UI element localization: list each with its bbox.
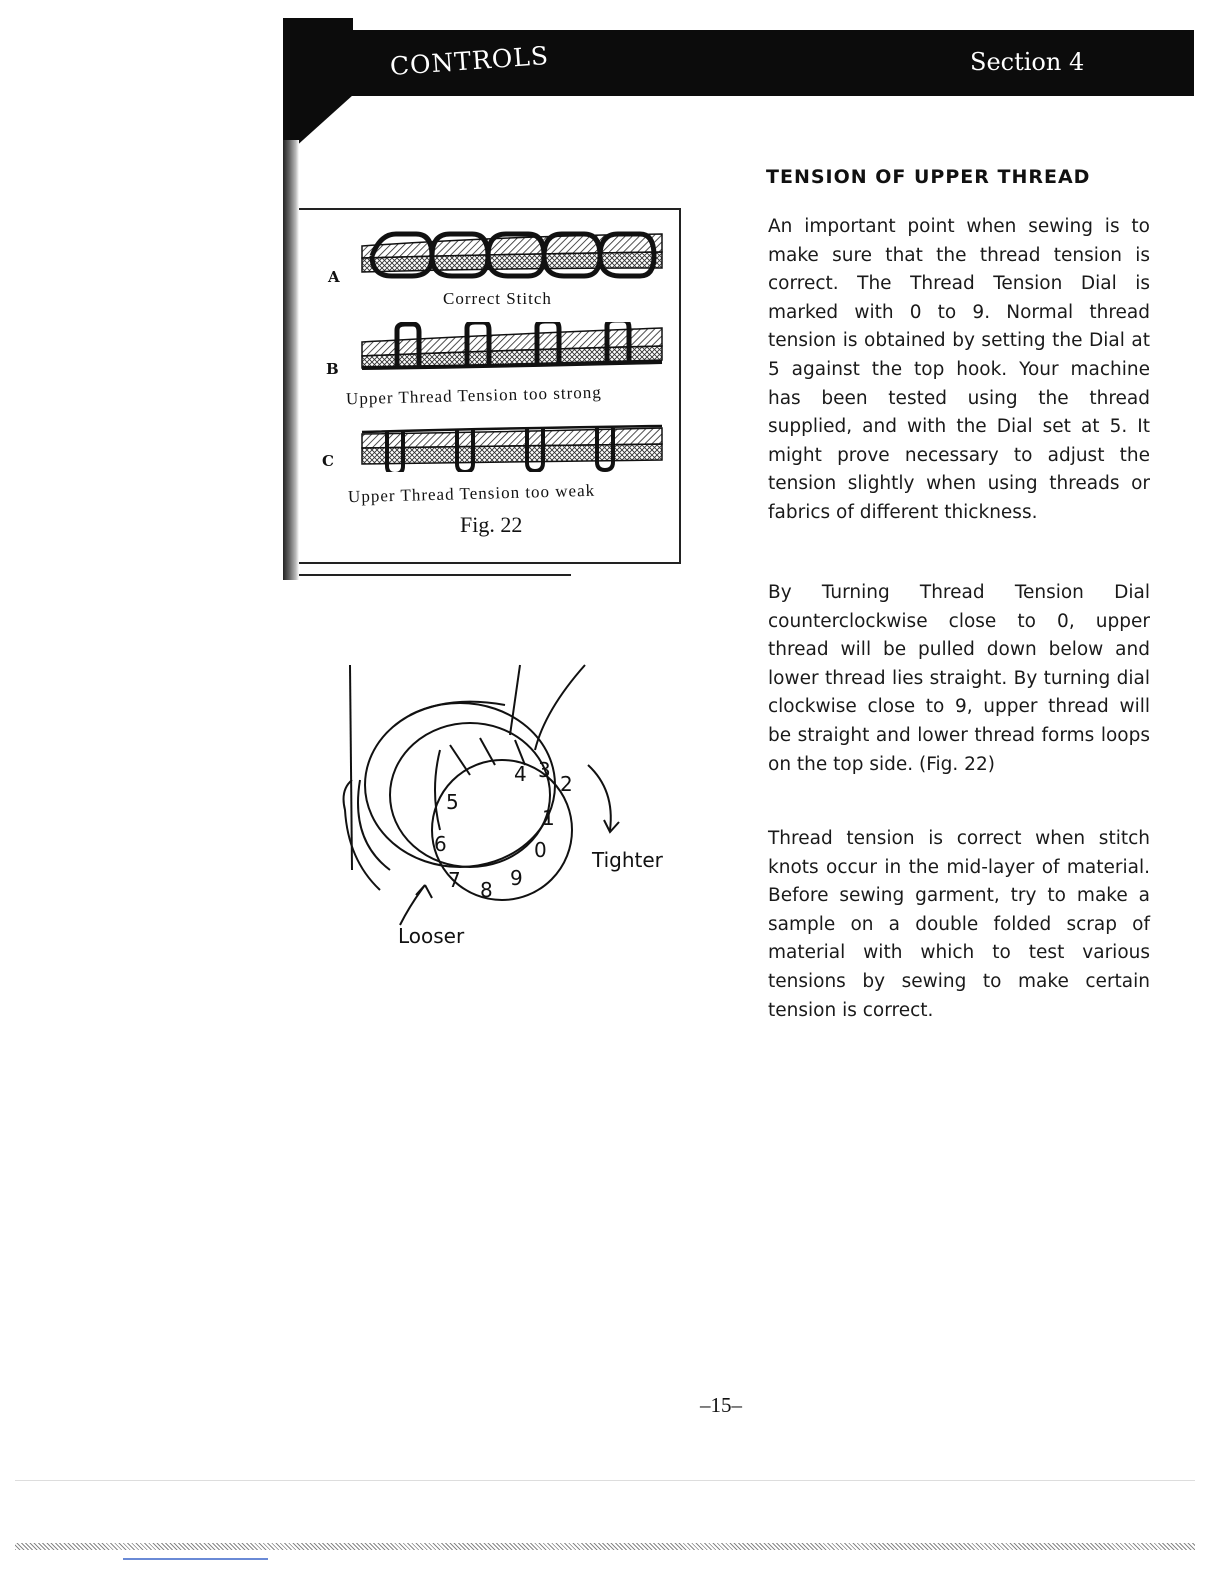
dial-number-9: 9	[510, 866, 523, 890]
dial-number-4: 4	[514, 762, 527, 786]
tension-dial-drawing	[330, 660, 690, 960]
caption-correct-stitch: Correct Stitch	[443, 289, 552, 308]
header-wedge	[283, 18, 353, 158]
dial-number-2: 2	[560, 772, 573, 796]
section-label: Section 4	[970, 48, 1085, 76]
section-heading: TENSION OF UPPER THREAD	[766, 166, 1091, 188]
stitch-illustration-too-strong	[357, 322, 667, 374]
page-title: CONTROLS	[388, 40, 550, 81]
looser-label: Looser	[398, 924, 465, 948]
tension-dial-illustration	[330, 660, 690, 960]
stitch-illustration-too-weak	[357, 420, 667, 472]
dial-number-7: 7	[448, 868, 461, 892]
dial-number-5: 5	[446, 790, 459, 814]
footer-rule	[15, 1480, 1195, 1481]
stitch-illustration-correct	[357, 228, 667, 280]
dial-number-1: 1	[542, 806, 555, 830]
dial-number-6: 6	[434, 832, 447, 856]
caption-too-strong: Upper Thread Tension too strong	[345, 382, 603, 409]
paragraph-1: An important point when sewing is to make sure that the thread tension is correct. The Thread Tension Dial is marked with 0 to 9. Normal thread tension is obtained by setting the Dial at 5 against the top hook. Your machine has been tested using the thread supplied, and with the Dial set at 5. It might prove necessary to adjust the tension slightly when using threads or fabrics of different thickness.	[768, 216, 1150, 523]
dial-number-8: 8	[480, 878, 493, 902]
paragraph-3: Thread tension is correct when stitch knots occur in the mid-layer of material. Before sewing garment, try to make a sample on a double folded scrap of material with which to test various tensions by sewing to make certain tension is correct.	[768, 828, 1150, 1021]
page-number: –15–	[700, 1393, 742, 1417]
figure-label: Fig. 22	[460, 512, 523, 537]
dial-number-3: 3	[538, 758, 551, 782]
caption-too-weak: Upper Thread Tension too weak	[347, 480, 596, 507]
tighter-label: Tighter	[592, 848, 663, 872]
footer-blue-line	[123, 1558, 268, 1560]
left-rule	[283, 140, 299, 580]
dial-number-0: 0	[534, 838, 547, 862]
figure-bottom-line	[299, 574, 571, 576]
paragraph-2: By Turning Thread Tension Dial counterclockwise close to 0, upper thread will be pulled down below and lower thread lies straight. By turning dial clockwise close to 9, upper thread will be straight and lower thread forms loops on the top side. (Fig. 22)	[768, 582, 1150, 775]
row-letter-b: B	[326, 360, 339, 378]
footer-hatch	[15, 1543, 1195, 1550]
row-letter-a: A	[328, 268, 340, 286]
row-letter-c: C	[322, 452, 334, 470]
